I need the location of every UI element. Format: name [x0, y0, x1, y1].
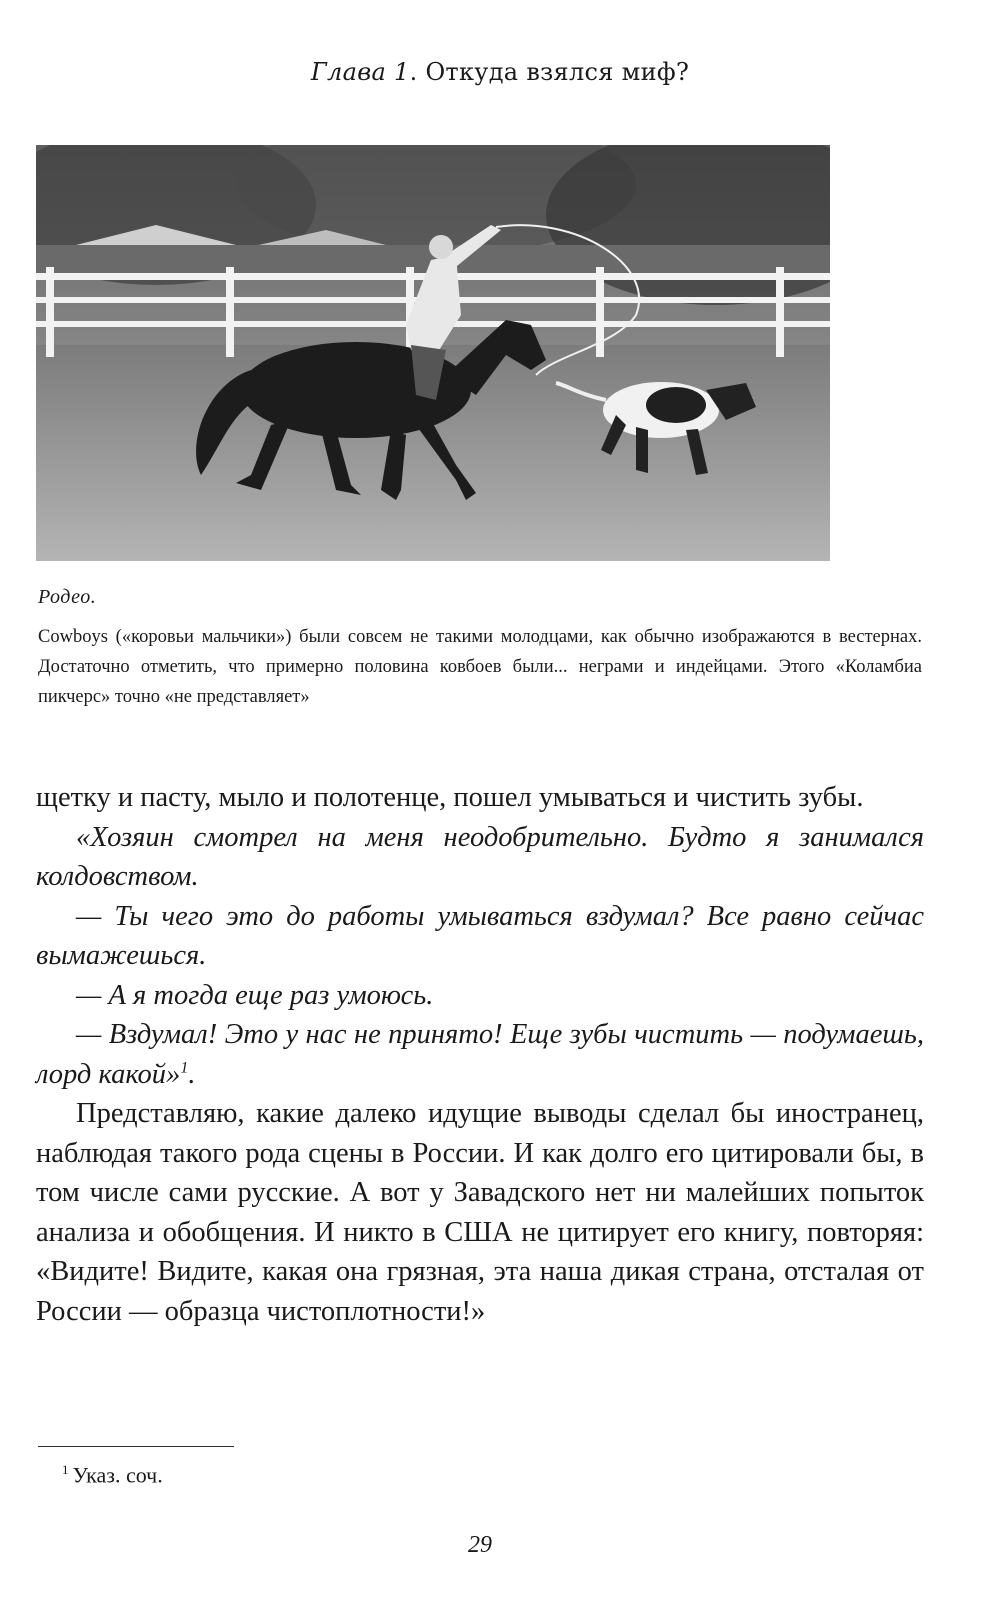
page-number: 29	[468, 1532, 492, 1558]
footnote-ref[interactable]: 1	[180, 1059, 189, 1076]
quote-line-3: — А я тогда еще раз умоюсь.	[76, 979, 434, 1011]
chapter-label: Глава 1	[310, 58, 410, 86]
running-head	[0, 58, 1000, 86]
main-text	[36, 778, 924, 1331]
chapter-title: . Откуда взялся миф?	[409, 58, 690, 86]
quote-line-2: — Ты чего это до работы умываться вздумал? Все равно сейчас вымажешься.	[36, 900, 924, 971]
rodeo-illustration	[36, 145, 830, 561]
footnote-text: Указ. соч.	[72, 1462, 163, 1488]
rodeo-photo	[36, 145, 830, 561]
footnote-number: 1	[62, 1462, 69, 1477]
footnote	[62, 1462, 163, 1488]
paragraph-continued: щетку и пасту, мыло и полотенце, пошел умываться и чистить зубы.	[36, 782, 864, 813]
quote-line-1: «Хозяин смотрел на меня неодобрительно. Будто я занимался колдовством.	[36, 821, 924, 892]
quote-end-period: .	[188, 1058, 196, 1090]
paragraph-2: Представляю, какие далеко идущие выводы сделал бы иностранец, наблюдая такого рода сцены в России. И как долго его цитировали бы, в том числе сами русские. А вот у Завадского нет ни малейших попыток анализа и обобщения. И никто в США не цитирует его книгу, повторяя: «Видите! Видите, какая она грязная, эта наша дикая страна, отсталая от России — образца чистоплотности!»	[36, 1098, 924, 1327]
photo-caption: Cowboys («коровьи мальчики») были совсем не такими молодцами, как обычно изображаются в вестернах. Достаточно отметить, что примерно половина ковбоев были... неграми и индейцами. Этого «Коламбиа пикчерс» точно «не представляет»	[38, 627, 922, 707]
footnote-divider	[38, 1446, 234, 1447]
quote-line-4	[36, 1015, 924, 1094]
quote-line-4-text: — Вздумал! Это у нас не принято! Еще зубы чистить — подумаешь, лорд какой»	[36, 1019, 924, 1090]
caption-title: Родео.	[38, 586, 97, 608]
